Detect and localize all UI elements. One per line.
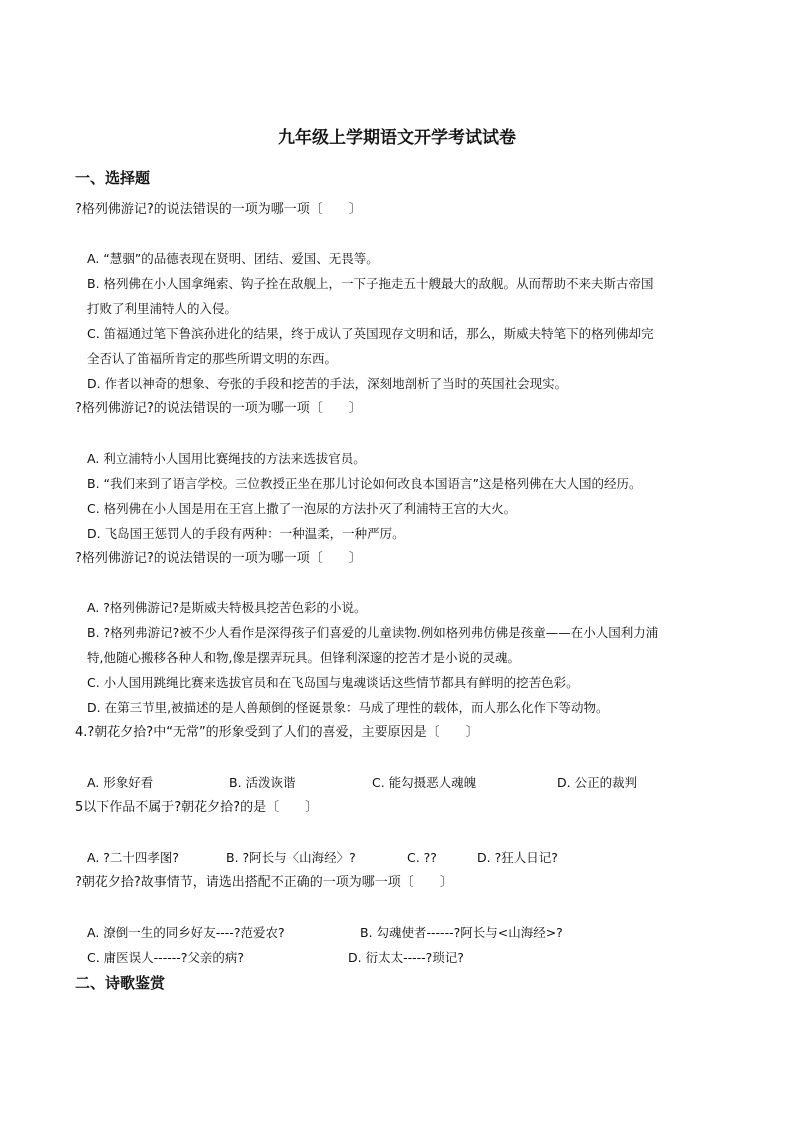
question-1-option-b: B. 格列佛在小人国拿绳索、钩子拴在敌舰上，一下子拖走五十艘最大的敌舰。从而帮助不来夫斯古帝国 [87, 276, 654, 291]
question-4-option-d: D. 公正的裁判 [557, 775, 638, 790]
question-5-option-d: D. ?狂人日记? [477, 850, 558, 865]
question-4-stem: 4.?朝花夕拾?中“无常”的形象受到了人们的喜爱，主要原因是〔 〕 [75, 725, 479, 740]
section-heading-choice: 一、选择题 [75, 169, 151, 187]
question-3-option-b: B. ?格列弗游记?被不少人看作是深得孩子们喜爱的儿童读物.例如格列弗仿佛是孩童——在小人国利力浦 [87, 625, 659, 640]
question-4-option-a: A. 形象好看 [87, 775, 154, 790]
question-6-option-c: C. 庸医误人------?父亲的病? [87, 950, 245, 965]
question-2-option-c: C. 格列佛在小人国是用在王宫上撒了一泡尿的方法扑灭了利浦特王宫的大火。 [87, 501, 517, 516]
question-3-stem: ?格列佛游记?的说法错误的一项为哪一项〔 〕 [75, 551, 362, 566]
question-2-option-b: B. “我们来到了语言学校。三位教授正坐在那儿讨论如何改良本国语言”这是格列佛在大人国的经历。 [87, 476, 642, 491]
question-2-option-a: A. 利立浦特小人国用比赛绳技的方法来选拔官员。 [87, 451, 366, 466]
question-5-option-b: B. ?阿长与〈山海经〉? [226, 850, 356, 865]
question-1-option-b-continued: 打败了利里浦特人的入侵。 [87, 301, 238, 316]
question-1-option-c-continued: 全否认了笛福所肯定的那些所谓文明的东西。 [87, 351, 338, 366]
question-4-option-b: B. 活泼诙谐 [229, 775, 296, 790]
question-2-stem: ?格列佛游记?的说法错误的一项为哪一项〔 〕 [75, 401, 362, 416]
question-1-option-d: D. 作者以神奇的想象、夸张的手段和挖苦的手法，深刻地剖析了当时的英国社会现实。 [87, 376, 568, 391]
question-1-stem: ?格列佛游记?的说法错误的一项为哪一项〔 〕 [75, 202, 362, 217]
question-5-option-c: C. ?? [407, 850, 437, 865]
question-6-option-b: B. 勾魂使者------?阿长与<山海经>? [360, 925, 563, 940]
page-title: 九年级上学期语文开学考试试卷 [278, 128, 516, 148]
question-3-option-b-continued: 特,他随心搬移各种人和物,像是摆弄玩具。但锋利深邃的挖苦才是小说的灵魂。 [87, 650, 520, 665]
question-6-option-a: A. 潦倒一生的同乡好友----?范爱农? [87, 925, 285, 940]
question-3-option-a: A. ?格列佛游记?是斯威夫特极具挖苦色彩的小说。 [87, 600, 367, 615]
question-4-option-c: C. 能勾摄恶人魂魄 [372, 775, 477, 790]
question-6-stem: ?朝花夕拾?故事情节，请选出搭配不正确的一项为哪一项〔 〕 [75, 875, 453, 890]
question-3-option-d: D. 在第三节里,被描述的是人兽颠倒的怪诞景象：马成了理性的载体，而人那么化作下等动物。 [87, 700, 609, 715]
question-5-option-a: A. ?二十四孝图? [87, 850, 180, 865]
question-3-option-c: C. 小人国用跳绳比赛来选拔官员和在飞岛国与鬼魂谈话这些情节都具有鲜明的挖苦色彩。 [87, 675, 579, 690]
question-1-option-a: A. “慧骃”的品德表现在贤明、团结、爱国、无畏等。 [87, 251, 379, 266]
question-6-option-d: D. 衍太太-----?琐记? [348, 950, 464, 965]
section-heading-poetry: 二、诗歌鉴赏 [75, 974, 166, 992]
question-5-stem: 5以下作品不属于?朝花夕拾?的是〔 〕 [75, 800, 319, 815]
question-1-option-c: C. 笛福通过笔下鲁滨孙进化的结果，终于成认了英国现存文明和话，那么，斯威夫特笔下的格列佛却完 [87, 326, 654, 341]
question-2-option-d: D. 飞岛国王惩罚人的手段有两种：一种温柔，一种严厉。 [87, 526, 405, 541]
